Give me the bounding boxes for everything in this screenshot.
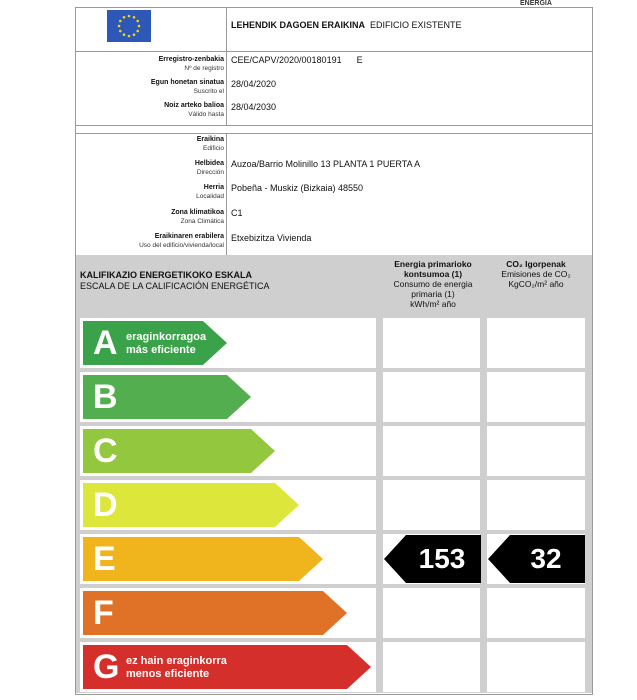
scale-title: KALIFIKAZIO ENERGETIKOKO ESKALA ESCALA DE LA CALIFICACIÓN ENERGÉTICA — [80, 270, 270, 291]
emissions-cell — [487, 318, 585, 368]
emissions-cell — [487, 372, 585, 422]
eu-flag-icon — [107, 10, 151, 42]
signed-date-value: 28/04/2020 — [231, 79, 277, 89]
divider — [76, 51, 592, 52]
corner-label: ENERGIA — [520, 0, 552, 7]
registration-number-value: CEE/CAPV/2020/00180191 E — [231, 55, 363, 65]
registration-number-label: Erregistro-zenbakia Nº de registro — [158, 56, 224, 72]
emissions-value: 32 — [530, 543, 562, 574]
building-use-label: Eraikinaren erabilera Uso del edificio/vivienda/local — [139, 233, 224, 249]
consumption-cell — [383, 588, 480, 638]
consumption-column-header: Energia primarioko kontsumoa (1) Consumo de energia primaria (1) kWh/m² año — [393, 259, 473, 309]
grade-caption — [126, 331, 206, 357]
divider — [76, 125, 592, 126]
valid-until-value: 28/04/2030 — [231, 102, 277, 112]
divider — [226, 8, 227, 125]
title-eu: LEHENDIK DAGOEN ERAIKINA — [231, 20, 366, 30]
divider — [226, 133, 227, 256]
building-label: Eraikina Edificio — [196, 136, 224, 152]
grade-caption-es: más eficiente — [126, 344, 196, 356]
title-es: EDIFICIO EXISTENTE — [370, 20, 462, 30]
consumption-cell — [383, 642, 480, 692]
signed-date-label: Egun honetan sinatua Suscrito el — [150, 79, 224, 95]
grade-letter: G — [93, 648, 120, 686]
grade-arrow-f — [83, 591, 347, 635]
grade-letter: B — [93, 378, 118, 416]
climate-zone-value: C1 — [231, 208, 243, 218]
climate-zone-label: Zona klimatikoa Zona Climática — [171, 209, 224, 225]
emissions-cell — [487, 588, 585, 638]
town-label: Herria Localidad — [196, 184, 224, 200]
emissions-cell — [487, 480, 585, 530]
grade-letter: E — [93, 540, 116, 578]
grade-caption-es: menos eficiente — [126, 668, 210, 680]
emissions-cell — [487, 642, 585, 692]
divider — [76, 133, 592, 134]
grade-arrow-e — [83, 537, 323, 581]
building-use-value: Etxebizitza Vivienda — [231, 233, 312, 243]
consumption-value: 153 — [418, 543, 466, 574]
address-label: Helbidea Dirección — [194, 160, 224, 176]
consumption-cell — [383, 318, 480, 368]
grade-arrow-shape — [83, 591, 347, 635]
valid-until-label: Noiz arteko balioa Válido hasta — [164, 102, 224, 118]
grade-caption-eu: ez hain eraginkorra — [126, 655, 227, 667]
consumption-cell — [383, 426, 480, 476]
emissions-cell — [487, 426, 585, 476]
grade-caption — [126, 655, 227, 681]
grade-letter: F — [93, 594, 114, 632]
grade-caption-eu: eraginkorragoa — [126, 331, 207, 343]
grade-letter: A — [93, 324, 118, 362]
town-value: Pobeña - Muskiz (Bizkaia) 48550 — [231, 183, 364, 193]
grade-arrow-shape — [83, 537, 323, 581]
consumption-cell — [383, 480, 480, 530]
grade-letter: C — [93, 432, 118, 470]
certificate-title — [231, 20, 462, 30]
grade-letter: D — [93, 486, 118, 524]
consumption-cell — [383, 372, 480, 422]
emissions-column-header: CO₂ Igorpenak Emisiones de CO₂ KgCO₂/m² año — [501, 259, 571, 289]
address-value: Auzoa/Barrio Molinillo 13 PLANTA 1 PUERTA A — [231, 159, 421, 169]
